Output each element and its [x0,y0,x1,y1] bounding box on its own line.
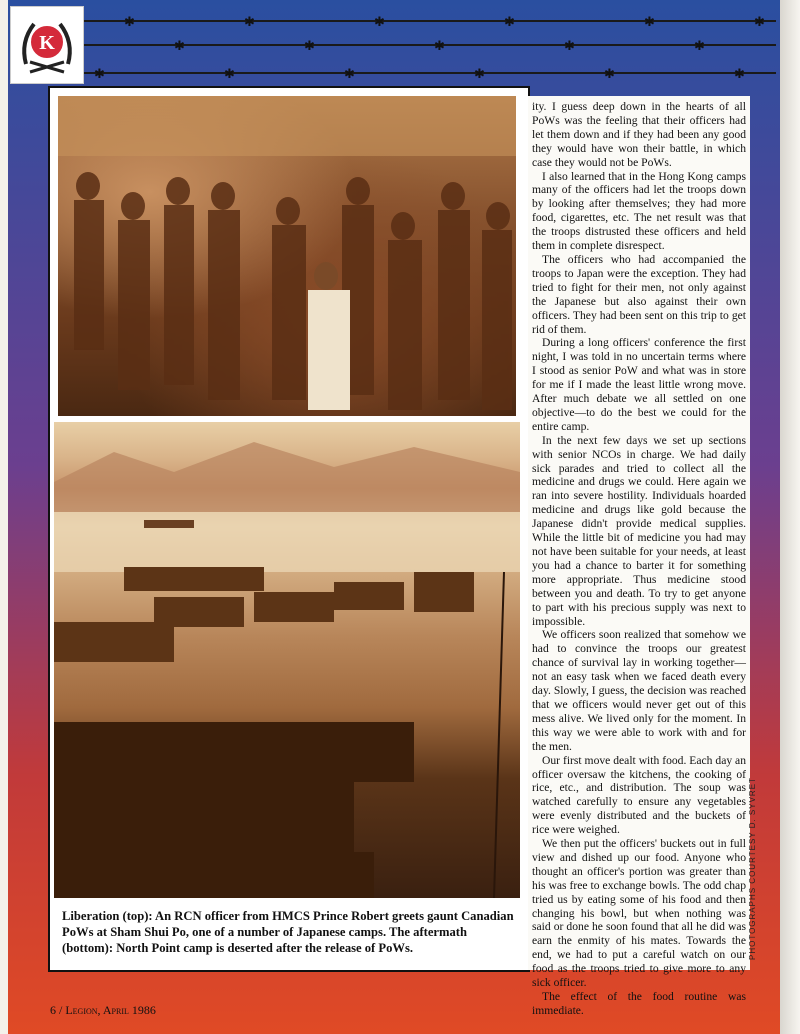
pow-group-illustration [58,96,516,416]
page-footer: 6 / Legion, April 1986 [50,1003,156,1017]
page-edge [780,0,800,1034]
photo-caption: Liberation (top): An RCN officer from HMCS Prince Robert greets gaunt Canadian PoWs at Sham Shui Po, one of a number of Japanese camps. The aftermath (bottom): North Point camp is deserted after the release of PoWs. [62,909,514,955]
liberation-photo [58,96,516,416]
barbed-wire-1: ✱ ✱ ✱ ✱ ✱ ✱ [84,20,776,22]
article-paragraph: I also learned that in the Hong Kong camps many of the officers had let the troops down by looking after themselves; they had more food, cigarettes, etc. The net result was that the troops distrusted these officers and held them in complete disrespect. [532,169,746,253]
article-paragraph: We then put the officers' buckets out in full view and dished up our food. Anyone who thought an officer's portion was greater than his was free to exchange bowls. The odd chap tried us by eating some of his food and then changing his bowl, but when nothing was said or done he soon found that all he did was earn the enmity of his mates. Towards the end, we had to put a careful watch on our food as the troops tried to give more to any sick officer. [532,837,746,990]
photo-panel [48,86,530,972]
article-paragraph: During a long officers' conference the first night, I was told in no uncertain terms where I stood as senior PoW and what was in store for me if I made the least little wrong move. After much debate we all settled on one objective—to do the best we could for the entire camp. [532,336,746,433]
article-paragraph: Our first move dealt with food. Each day an officer oversaw the kitchens, the cooking of rice, etc., and distribution. The soup was watched carefully to ensure any vegetables were evenly distributed and the buckets of rice were weighed. [532,753,746,837]
photo-credit: PHOTOGRAPHS COURTESY D. SYVRET [748,777,757,960]
article-paragraph: In the next few days we set up sections with senior NCOs in charge. We had daily sick parades and tried to collect all the medicine and drugs we could. Here again we ran into severe hostility. Individuals hoarded medicine and drugs like gold because the Japanese didn't provide medical supplies. While the little bit of medicine you had may not have been suitable for your needs, at least you had a chance to barter it for something more appropriate. Thus medicine stood between you and death. To try to get anyone to part with his precious supply was next to impossible. [532,433,746,628]
svg-text:K: K [39,32,55,54]
article-paragraph: The officers who had accompanied the troops to Japan were the exception. They had tried to fight for their men, not only against the Japanese but also against their own officers. They had been sent on this trip to get rid of them. [532,252,746,336]
article-text-column [528,96,750,1017]
wreath-k-icon [16,12,78,78]
legion-logo [10,6,84,84]
barbed-wire-2: ✱ ✱ ✱ ✱ ✱ [84,44,776,46]
barbed-wire-3: ✱ ✱ ✱ ✱ ✱ ✱ [84,72,776,74]
north-point-camp-photo [54,422,520,898]
article-paragraph: ity. I guess deep down in the hearts of all PoWs was the feeling that their officers had let them down and if they had been any good they would have won their battle, in which case they would not be PoWs. [532,100,746,169]
camp-illustration [54,422,520,898]
article-paragraph: The effect of the food routine was immediate. [532,990,746,1017]
article-paragraph: We officers soon realized that somehow we had to convince the troops our greatest chance of survival lay in working together—not an easy task when we faced death every day. Slowly, I guess, the decision was reached that we officers would never get out of this mess alive. We lived only for the moment. In this way we were able to work with and for the men. [532,628,746,753]
